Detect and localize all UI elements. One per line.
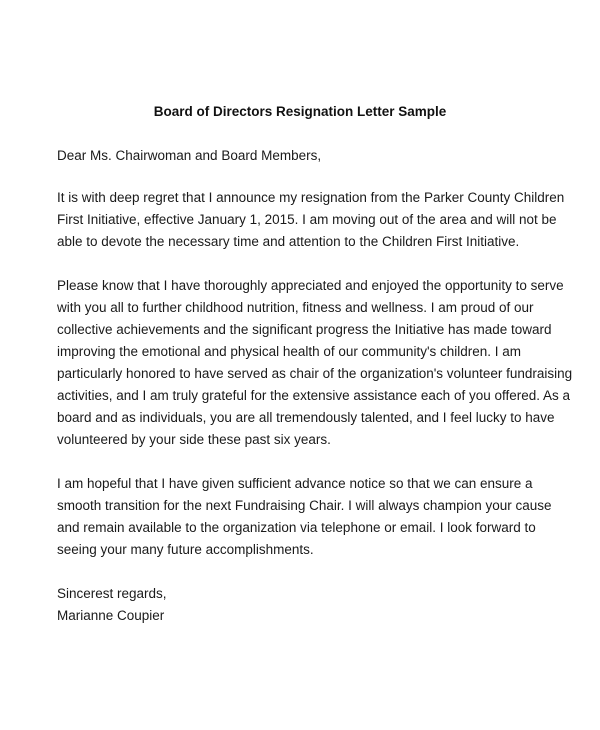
paragraph-line: volunteered by your side these past six years. [57, 432, 331, 447]
paragraph-line: It is with deep regret that I announce my resignation from the Parker County Children [57, 190, 565, 205]
paragraph-line: particularly honored to have served as chair of the organization's volunteer fundraising [57, 366, 573, 381]
paragraph-line: board and as individuals, you are all tremendously talented, and I feel lucky to have [57, 410, 555, 425]
paragraph-line: collective achievements and the significant progress the Initiative has made toward [57, 322, 552, 337]
paragraph-line: I am hopeful that I have given sufficient advance notice so that we can ensure a [57, 476, 533, 491]
paragraph-line: First Initiative, effective January 1, 2015. I am moving out of the area and will not be [57, 212, 557, 227]
salutation: Dear Ms. Chairwoman and Board Members, [57, 148, 322, 163]
body-paragraph-3 [57, 473, 557, 561]
closing: Sincerest regards, [57, 586, 167, 601]
paragraph-line: and remain available to the organization via telephone or email. I look forward to [57, 520, 536, 535]
paragraph-line: activities, and I am truly grateful for the extensive assistance each of you offered. As a [57, 388, 571, 403]
paragraph-line: improving the emotional and physical health of our community's children. I am [57, 344, 522, 359]
signature-name: Marianne Coupier [57, 608, 165, 623]
letter-title: Board of Directors Resignation Letter Sample [153, 104, 447, 119]
paragraph-line: with you all to further childhood nutrition, fitness and wellness. I am proud of our [57, 300, 534, 315]
paragraph-line: able to devote the necessary time and attention to the Children First Initiative. [57, 234, 520, 249]
paragraph-line: smooth transition for the next Fundraising Chair. I will always champion your cause [57, 498, 552, 513]
body-paragraph-2 [57, 275, 573, 451]
body-paragraph-1 [57, 187, 565, 253]
paragraph-line: Please know that I have thoroughly appreciated and enjoyed the opportunity to serve [57, 278, 564, 293]
paragraph-line: seeing your many future accomplishments. [57, 542, 314, 557]
